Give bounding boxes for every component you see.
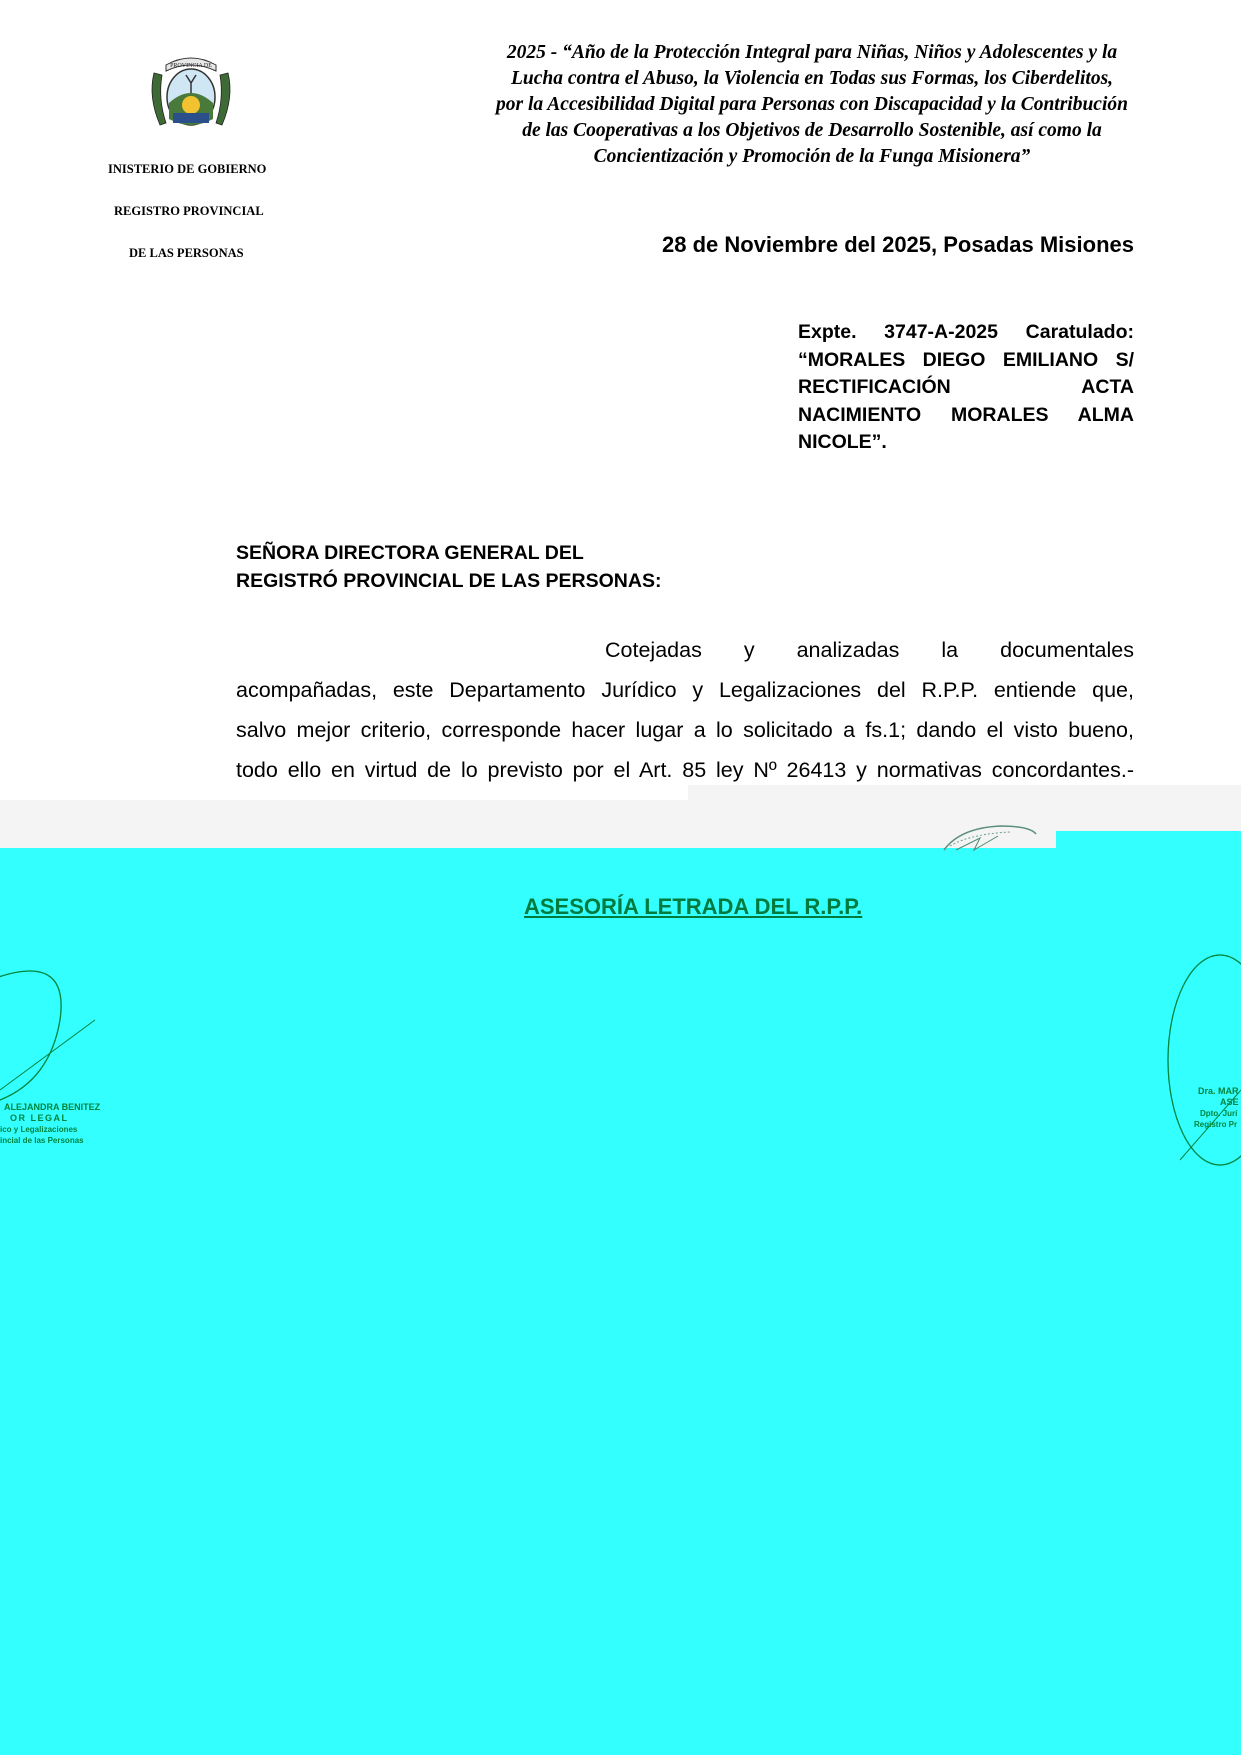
addressee xyxy=(236,540,661,595)
svg-text:Dra. MAR: Dra. MAR xyxy=(1198,1086,1239,1096)
case-reference-line: Expte. 3747-A-2025 Caratulado: xyxy=(798,321,1134,343)
addressee-line: SEÑORA DIRECTORA GENERAL DEL xyxy=(236,542,584,564)
motto-line: de las Cooperativas a los Objetivos de Desarrollo Sostenible, así como la xyxy=(522,120,1102,141)
svg-text:incial de las Personas: incial de las Personas xyxy=(0,1136,84,1145)
document-date: 28 de Noviembre del 2025, Posadas Misiones xyxy=(662,232,1134,257)
case-reference-line: NICOLE”. xyxy=(798,431,887,453)
official-stamp-signature xyxy=(0,960,100,1240)
svg-text:OR LEGAL: OR LEGAL xyxy=(10,1113,69,1123)
ministry-heading xyxy=(108,134,278,274)
body-paragraph xyxy=(236,630,1134,790)
motto-line: Lucha contra el Abuso, la Violencia en Todas sus Formas, los Ciberdelitos, xyxy=(510,68,1114,89)
motto-line: Concientización y Promoción de la Funga Misionera” xyxy=(593,146,1031,167)
office-title: ASESORÍA LETRADA DEL R.P.P. xyxy=(524,894,863,919)
body-line: salvo mejor criterio, corresponde hacer lugar a lo solicitado a fs.1; dando el visto bueno, xyxy=(236,718,1134,742)
ministry-line: DE LAS PERSONAS xyxy=(129,246,244,260)
official-stamp-signature xyxy=(1140,950,1241,1230)
svg-text:ALEJANDRA BENITEZ: ALEJANDRA BENITEZ xyxy=(4,1102,100,1112)
body-line: acompañadas, este Departamento Jurídico y Legalizaciones del R.P.P. entiende que, xyxy=(236,678,1134,702)
addressee-line: REGISTRÓ PROVINCIAL DE LAS PERSONAS: xyxy=(236,569,662,592)
case-reference-line: NACIMIENTO MORALES ALMA xyxy=(798,403,1134,426)
scan-artifact-band xyxy=(0,800,1241,848)
motto-line: por la Accesibilidad Digital para Personas con Discapacidad y la Contribución xyxy=(496,94,1128,115)
motto-line: 2025 - “Año de la Protección Integral para Niñas, Niños y Adolescentes y la xyxy=(506,42,1118,63)
svg-text:Dpto. Jurí: Dpto. Jurí xyxy=(1200,1109,1238,1118)
case-reference xyxy=(798,319,1134,457)
ministry-line: REGISTRO PROVINCIAL xyxy=(114,204,264,218)
cyan-overlay-notch xyxy=(1056,831,1241,849)
case-reference-line: “MORALES DIEGO EMILIANO S/ xyxy=(798,348,1134,371)
year-motto xyxy=(462,40,1162,170)
signature-fragment xyxy=(940,820,1040,856)
svg-text:ico y Legalizaciones: ico y Legalizaciones xyxy=(0,1125,78,1134)
body-line: todo ello en virtud de lo previsto por el Art. 85 ley Nº 26413 y normativas concordantes.- xyxy=(236,758,1134,782)
svg-text:ASE: ASE xyxy=(1220,1097,1239,1107)
case-reference-line: RECTIFICACIÓN ACTA xyxy=(798,376,1134,398)
svg-text:PROVINCIA DE: PROVINCIA DE xyxy=(170,63,212,69)
provincial-crest-logo xyxy=(146,53,236,133)
body-line: Cotejadas y analizadas la documentales xyxy=(605,638,1134,662)
svg-text:Registro Pr: Registro Pr xyxy=(1194,1120,1238,1129)
ministry-line: INISTERIO DE GOBIERNO xyxy=(108,162,267,176)
cyan-overlay-area xyxy=(0,848,1241,1755)
